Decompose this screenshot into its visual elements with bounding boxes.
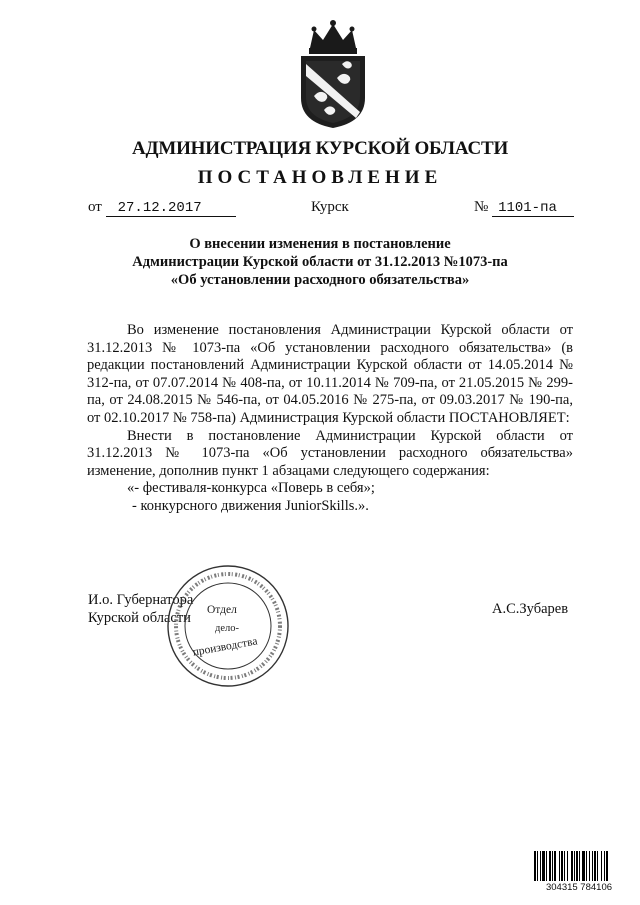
kursk-coat-of-arms-icon [290, 18, 376, 130]
document-number: 1101-па [492, 200, 574, 217]
round-stamp-icon [165, 563, 291, 689]
document-date: 27.12.2017 [106, 200, 236, 217]
list-item: - конкурсного движения JuniorSkills.». [132, 497, 369, 514]
document-date-row [88, 199, 236, 217]
document-body [87, 322, 573, 516]
document-title [0, 235, 640, 289]
date-prefix: от [88, 199, 102, 215]
title-line: «Об установлении расходного обязательства» [170, 272, 470, 288]
organization-name: АДМИНИСТРАЦИЯ КУРСКОЙ ОБЛАСТИ [131, 138, 509, 159]
stamp-text: Отдел [207, 604, 237, 616]
document-number-row [474, 199, 574, 217]
position-line: И.о. Губернатора [88, 592, 194, 608]
stamp-text: дело- [215, 623, 239, 634]
body-paragraph: Внести в постановление Администрации Курской области от 31.12.2013 № 1073-па «Об установлении расходного обязательства» изменение, дополнив пункт 1 абзацами следующего содержания: [87, 427, 573, 479]
body-paragraph: Во изменение постановления Администрации Курской области от 31.12.2013 № 1073-па «Об установлении расходного обязательства» (в редакции постановлений Администрации Курской области от 14.05.2014 № 312-па, от 07.07.2014 № 408-па, от 10.11.2014 № 709-па, от 21.05.2015 № 299-па, от 24.08.2015 № 546-па, от 04.05.2016 № 275-па, от 09.03.2017 № 190-па, от 02.10.2017 № 758-па) Администрация Курской области ПОСТАНОВЛЯЕТ: [87, 322, 573, 426]
number-prefix: № [474, 199, 489, 215]
title-line: Администрации Курской области от 31.12.2013 №1073-па [132, 254, 508, 270]
document-type: ПОСТАНОВЛЕНИЕ [197, 167, 443, 188]
position-line: Курской области [88, 609, 191, 626]
barcode-number: 304315 784106 [545, 882, 613, 893]
list-item: «- фестиваля-конкурса «Поверь в себя»; [127, 480, 375, 497]
title-line: О внесении изменения в постановление [189, 236, 451, 252]
barcode-icon [533, 851, 625, 893]
signatory-name: А.С.Зубарев [492, 601, 569, 617]
document-city: Курск [311, 199, 349, 215]
stamp-text: производства [191, 635, 259, 659]
